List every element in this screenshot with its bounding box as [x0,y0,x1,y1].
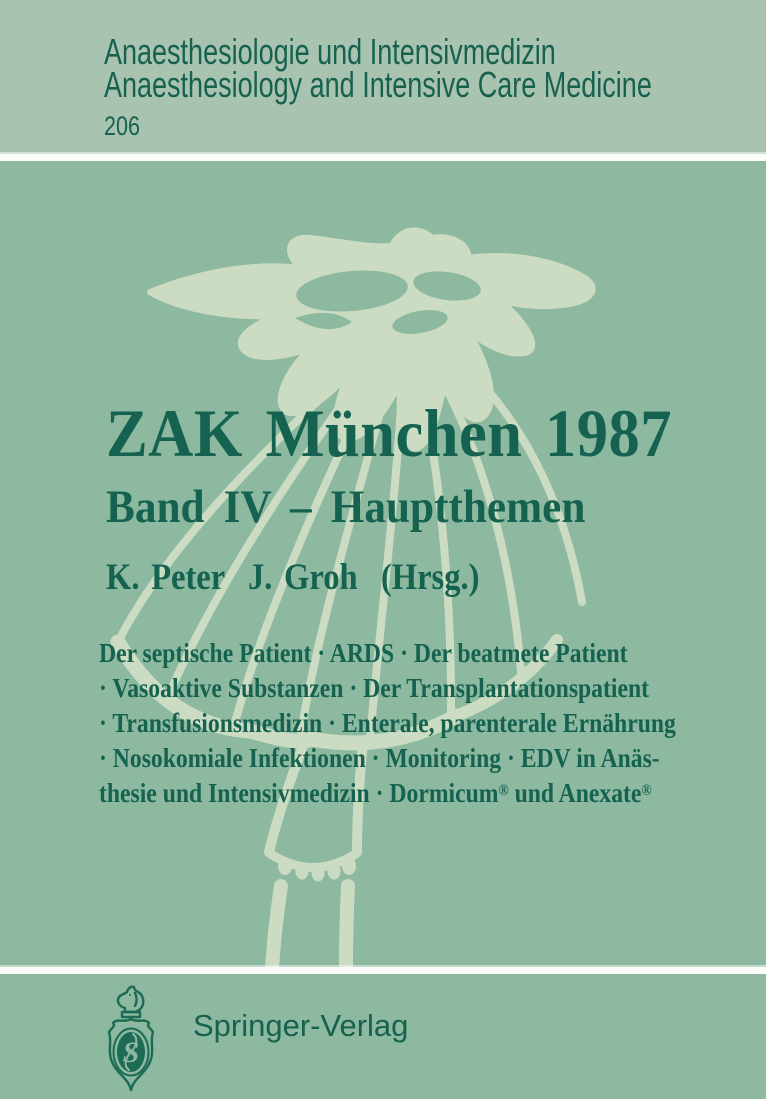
publisher-name: Springer-Verlag [193,1008,409,1043]
topics-line: Der septische Patient · ARDS · Der beatmete Patient [99,637,628,668]
topics-line: thesie und Intensivmedizin · Dormicum® und Anexate® [99,777,652,808]
topics-line: · Vasoaktive Substanzen · Der Transplantationspatient [99,672,649,703]
topics-line: · Transfusionsmedizin · Enterale, parenterale Ernährung [99,707,676,738]
svg-text:S: S [122,1036,140,1069]
topics-line: · Nosokomiale Infektionen · Monitoring · EDV in Anäs- [99,742,660,773]
series-title-german: Anaesthesiologie und Intensivmedizin [104,31,556,72]
poppy-pore-dots [278,857,356,882]
divider-line-bottom [0,967,766,974]
book-subtitle: Band IV – Hauptthemen [106,481,586,533]
series-volume-number: 206 [104,111,141,141]
publisher-footer [0,974,766,1099]
topics-block [99,635,676,810]
editors-line: K. Peter J. Groh (Hrsg.) [106,557,480,598]
book-title: ZAK München 1987 [106,394,672,471]
springer-horse-logo-icon [99,983,163,1095]
cover-main-area [0,161,766,967]
series-title-english: Anaesthesiology and Intensive Care Medicine [104,64,652,105]
